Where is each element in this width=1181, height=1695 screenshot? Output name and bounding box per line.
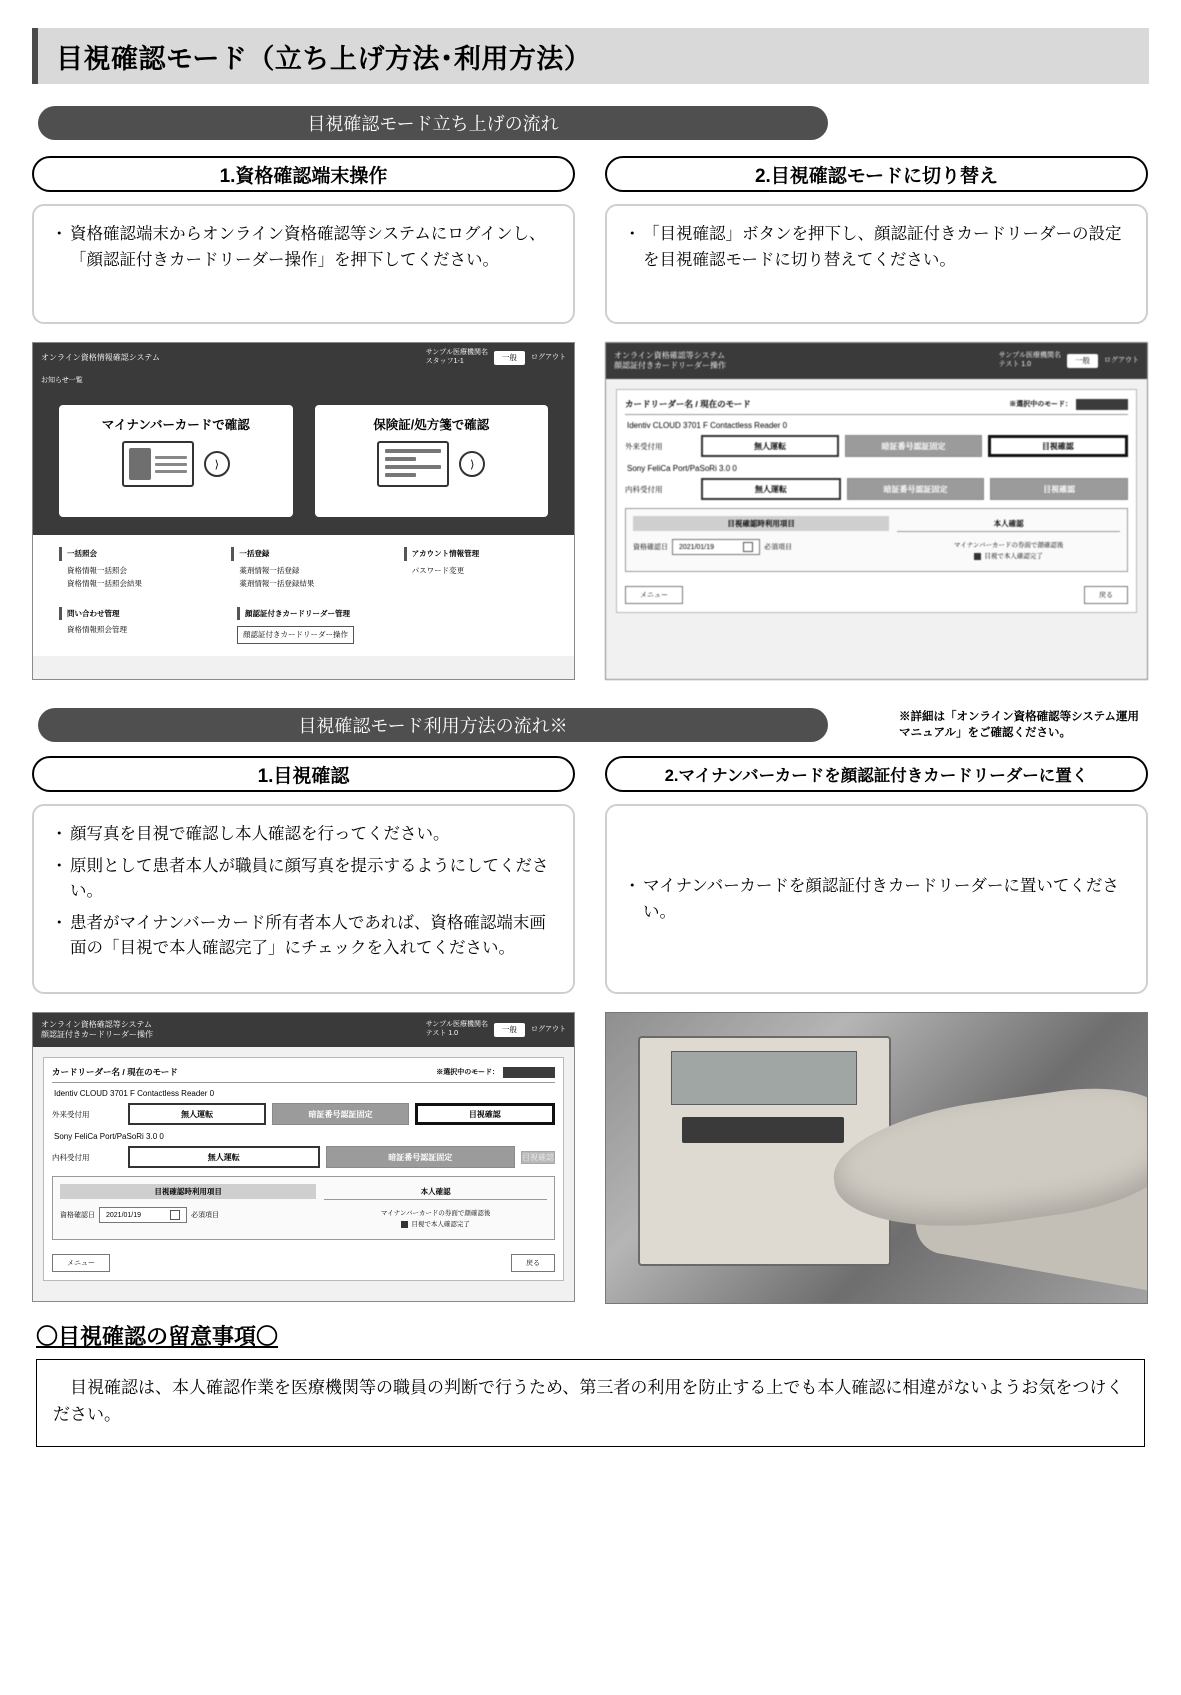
portal-menu-item: 資格情報照会管理 xyxy=(67,625,127,634)
checkbox-icon[interactable] xyxy=(974,553,981,560)
identity-confirm-box xyxy=(324,1208,547,1232)
portal-menu-item-highlighted: 顔認証付きカードリーダー操作 xyxy=(237,626,354,644)
section1-columns xyxy=(32,156,1149,680)
page-title: 目視確認モード（立ち上げ方法･利用方法） xyxy=(56,43,592,74)
section2-banner-row xyxy=(32,708,1149,756)
portal-menu-col-3 xyxy=(59,607,209,644)
reader-bottom-mode-label: ※選択中のモード： xyxy=(436,1069,499,1076)
reader-top-date-line xyxy=(633,539,889,555)
visual-check-mode-button[interactable]: 目視確認 xyxy=(990,478,1128,500)
step4-bullet-list xyxy=(623,874,1130,925)
reader-top-account-id: テスト 1.0 xyxy=(998,361,1032,368)
chevron-right-icon: ⟩ xyxy=(204,451,230,477)
reader-top-app-title: オンライン資格確認等システム xyxy=(614,351,725,360)
portal-menu-item: 資格情報一括照会 xyxy=(67,565,127,575)
chevron-right-icon: ⟩ xyxy=(459,451,485,477)
section2-note: ※詳細は「オンライン資格確認等システム運用マニュアル」をご確認ください。 xyxy=(899,711,1140,739)
step2-bullet-list xyxy=(623,222,1130,273)
checkbox-icon[interactable] xyxy=(401,1221,408,1228)
back-button[interactable]: 戻る xyxy=(1084,586,1128,604)
identity-confirm-check-label: 目視で本人確認完了 xyxy=(411,1221,470,1229)
screenshot-reader-top xyxy=(605,342,1148,680)
portal-subbar: お知らせ一覧 xyxy=(33,373,574,391)
pin-auth-mode-button[interactable]: 暗証番号認証固定 xyxy=(847,478,985,500)
step2-body xyxy=(605,204,1148,324)
reader-top-device-name-2: Sony FeliCa Port/PaSoRi 3.0 0 xyxy=(627,464,737,473)
reader-bottom-row-0 xyxy=(52,1103,555,1125)
identity-confirm-box xyxy=(897,540,1120,564)
step1-heading: 1.資格確認端末操作 xyxy=(32,156,575,192)
pin-auth-mode-button[interactable]: 暗証番号認証固定 xyxy=(326,1146,516,1168)
date-input-value: 2021/01/19 xyxy=(679,543,715,551)
section2-columns xyxy=(32,756,1149,1359)
reader-bottom-row-1-label: 内科受付用 xyxy=(52,1152,90,1162)
identity-confirm-note: マイナンバーカードの券面で顔確認後 xyxy=(953,542,1064,549)
reader-top-mode-label: ※選択中のモード： xyxy=(1009,401,1072,408)
notes-box xyxy=(36,1359,1145,1447)
reader-top-subpanel-left xyxy=(633,516,889,564)
reader-bottom-panel-title: カードリーダー名 / 現在のモード xyxy=(52,1067,178,1077)
reader-top-app-subtitle: 顔認証付きカードリーダー操作 xyxy=(614,361,726,370)
card-reader-screen xyxy=(671,1051,857,1105)
list-item: ・ 顔写真を目視で確認し本人確認を行ってください。 xyxy=(70,822,557,848)
unattended-mode-button[interactable]: 無人運転 xyxy=(128,1103,266,1125)
date-input[interactable] xyxy=(672,539,760,555)
reader-top-subpanel-right-title: 本人確認 xyxy=(897,516,1120,532)
identity-confirm-checkbox[interactable] xyxy=(974,551,1043,562)
portal-menu-heading: アカウント情報管理 xyxy=(404,547,548,561)
reader-bottom-row-1 xyxy=(52,1146,555,1168)
step4-body xyxy=(605,804,1148,994)
portal-menu-heading: 一括登録 xyxy=(231,547,375,561)
mode-swatch xyxy=(1076,399,1128,410)
list-item: ・ 「目視確認」ボタンを押下し、顔認証付きカードリーダーの設定を目視確認モードに切り替えてください。 xyxy=(643,222,1130,273)
notes-heading: 〇目視確認の留意事項〇 xyxy=(36,1324,279,1349)
unattended-mode-button[interactable]: 無人運転 xyxy=(701,435,839,457)
menu-button[interactable]: メニュー xyxy=(52,1254,110,1272)
identity-confirm-check-label: 目視で本人確認完了 xyxy=(984,553,1043,561)
step1-body xyxy=(32,204,575,324)
pin-auth-mode-button[interactable]: 暗証番号認証固定 xyxy=(272,1103,408,1125)
unattended-mode-button[interactable]: 無人運転 xyxy=(701,478,841,500)
portal-logout-link: ログアウト xyxy=(531,353,566,361)
reader-bottom-app-subtitle: 顔認証付きカードリーダー操作 xyxy=(41,1030,153,1039)
reader-top-mode-indicator xyxy=(1009,399,1128,410)
reader-top-subpanel-left-title: 目視確認時利用項目 xyxy=(633,516,889,531)
section1-step1 xyxy=(32,156,575,680)
visual-check-mode-button[interactable]: 目視確認 xyxy=(415,1103,555,1125)
reader-top-footer xyxy=(625,586,1128,604)
portal-menu-col-4 xyxy=(237,607,427,644)
reader-bottom-subpanel-left xyxy=(60,1184,316,1232)
reader-bottom-role-chip: 一般 xyxy=(494,1023,525,1036)
reader-bottom-account-name: サンプル医療機関名 xyxy=(425,1021,488,1029)
menu-button[interactable]: メニュー xyxy=(625,586,683,604)
identity-confirm-note: マイナンバーカードの券面で顔確認後 xyxy=(380,1210,491,1217)
portal-app-title: オンライン資格情報確認システム xyxy=(41,353,160,362)
reader-bottom-appbar xyxy=(33,1013,574,1047)
portal-menu-heading: 一括照会 xyxy=(59,547,203,561)
step3-bullet-list xyxy=(50,822,557,962)
reader-bottom-logout-link: ログアウト xyxy=(531,1025,566,1033)
portal-menu-item: 薬剤情報一括登録結果 xyxy=(239,579,315,588)
section2-step1 xyxy=(32,756,575,1359)
reader-bottom-date-line xyxy=(60,1207,316,1223)
date-input-value: 2021/01/19 xyxy=(106,1211,142,1219)
identity-confirm-checkbox[interactable] xyxy=(401,1219,470,1230)
page-title-bar xyxy=(32,28,1149,84)
mynumber-card-icon xyxy=(122,441,194,487)
card-reader-slot xyxy=(682,1117,844,1143)
portal-appbar xyxy=(33,343,574,373)
portal-account-name: サンプル医療機関名 xyxy=(425,349,488,357)
reader-bottom-device-name: Identiv CLOUD 3701 F Contactless Reader 0 xyxy=(54,1089,215,1098)
reader-bottom-subpanel-right xyxy=(324,1184,547,1232)
portal-card-insurance-art xyxy=(327,441,537,487)
date-input[interactable] xyxy=(99,1207,187,1223)
reader-bottom-row-0-label: 外来受付用 xyxy=(52,1109,90,1119)
reader-top-panel xyxy=(616,389,1137,613)
reader-bottom-panel xyxy=(43,1057,564,1281)
portal-menu-item: 資格情報一括照会結果 xyxy=(67,579,142,588)
portal-hero xyxy=(33,391,574,535)
list-item: ・ 資格確認端末からオンライン資格確認等システムにログインし、「顔認証付きカードリーダー操作」を押下してください。 xyxy=(70,222,557,273)
reader-top-row-0 xyxy=(625,435,1128,457)
portal-account-id: スタッフ1-1 xyxy=(425,358,464,365)
portal-menu-lower xyxy=(33,603,574,656)
mode-swatch xyxy=(503,1067,555,1078)
reader-top-subpanel xyxy=(625,508,1128,572)
notes-body: 目視確認は、本人確認作業を医療機関等の職員の判断で行うため、第三者の利用を防止する上でも本人確認に相違がないようお気をつけください。 xyxy=(53,1378,1124,1425)
portal-card-mynumber-title: マイナンバーカードで確認 xyxy=(101,418,250,432)
section2-step2 xyxy=(605,756,1148,1304)
portal-role-chip: 一般 xyxy=(494,351,525,364)
list-item: ・ マイナンバーカードを顔認証付きカードリーダーに置いてください。 xyxy=(643,874,1130,925)
portal-menu-item: パスワード変更 xyxy=(411,565,465,575)
portal-card-insurance-title: 保険証/処方箋で確認 xyxy=(373,418,490,432)
card-placement-photo xyxy=(605,1012,1148,1304)
reader-top-device-name: Identiv CLOUD 3701 F Contactless Reader 0 xyxy=(627,421,788,430)
portal-menu-heading: 問い合わせ管理 xyxy=(59,607,209,621)
reader-bottom-subpanel xyxy=(52,1176,555,1240)
reader-bottom-mode-indicator xyxy=(436,1067,555,1078)
calendar-icon[interactable] xyxy=(743,542,753,552)
portal-card-mynumber xyxy=(59,405,293,517)
reader-top-appbar xyxy=(606,343,1147,379)
reader-top-subpanel-right xyxy=(897,516,1120,564)
reader-bottom-device-name-2: Sony FeliCa Port/PaSoRi 3.0 0 xyxy=(54,1132,164,1141)
step2-heading: 2.目視確認モードに切り替え xyxy=(605,156,1148,192)
portal-menu-item: 薬剤情報一括登録 xyxy=(239,565,300,575)
portal-menu-col-0 xyxy=(59,547,203,591)
calendar-icon[interactable] xyxy=(170,1210,180,1220)
portal-menu-heading: 顔認証付きカードリーダー管理 xyxy=(237,607,427,621)
insurance-card-icon xyxy=(377,441,449,487)
reader-top-logout-link: ログアウト xyxy=(1104,356,1139,364)
reader-top-panel-head xyxy=(625,398,1128,415)
screenshot-portal xyxy=(32,342,575,680)
section1-step2 xyxy=(605,156,1148,680)
portal-menu-col-1 xyxy=(231,547,375,591)
step3-heading: 1.目視確認 xyxy=(32,756,575,792)
required-label: 必須項目 xyxy=(191,1212,219,1219)
reader-top-panel-title: カードリーダー名 / 現在のモード xyxy=(625,399,751,409)
reader-bottom-subpanel-left-title: 目視確認時利用項目 xyxy=(60,1184,316,1199)
reader-top-row-1-label: 内科受付用 xyxy=(625,484,663,494)
reader-top-body xyxy=(606,379,1147,623)
reader-top-account-name: サンプル医療機関名 xyxy=(998,352,1061,360)
date-field-label: 資格確認日 xyxy=(60,1212,95,1219)
visual-check-mode-button[interactable]: 目視確認 xyxy=(988,435,1128,457)
reader-top-role-chip: 一般 xyxy=(1067,354,1098,367)
required-label: 必須項目 xyxy=(764,544,792,551)
portal-menu-upper xyxy=(33,535,574,603)
reader-bottom-panel-head xyxy=(52,1066,555,1083)
date-field-label: 資格確認日 xyxy=(633,544,668,551)
reader-bottom-account-id: テスト 1.0 xyxy=(425,1030,459,1037)
back-button[interactable]: 戻る xyxy=(511,1254,555,1272)
list-item: ・ 患者がマイナンバーカード所有者本人であれば、資格確認端末画面の「目視で本人確認完了」にチェックを入れてください。 xyxy=(70,911,557,962)
pin-auth-mode-button[interactable]: 暗証番号認証固定 xyxy=(845,435,981,457)
section1-banner: 目視確認モード立ち上げの流れ xyxy=(38,106,828,140)
portal-card-mynumber-art xyxy=(71,441,281,487)
reader-bottom-subpanel-right-title: 本人確認 xyxy=(324,1184,547,1200)
unattended-mode-button[interactable]: 無人運転 xyxy=(128,1146,320,1168)
step1-bullet-list xyxy=(50,222,557,273)
step3-body xyxy=(32,804,575,994)
reader-bottom-app-title: オンライン資格確認等システム xyxy=(41,1020,152,1029)
step4-heading: 2.マイナンバーカードを顔認証付きカードリーダーに置く xyxy=(605,756,1148,792)
reader-top-row-1 xyxy=(625,478,1128,500)
portal-card-insurance xyxy=(315,405,549,517)
visual-check-mode-button[interactable]: 目視確認 xyxy=(522,1152,554,1162)
reader-bottom-footer xyxy=(52,1254,555,1272)
section2-banner: 目視確認モード利用方法の流れ※ xyxy=(38,708,828,742)
screenshot-reader-bottom xyxy=(32,1012,575,1302)
portal-menu-col-2 xyxy=(404,547,548,591)
reader-bottom-body xyxy=(33,1047,574,1291)
list-item: ・ 原則として患者本人が職員に顔写真を提示するようにしてください。 xyxy=(70,854,557,905)
reader-top-row-0-label: 外来受付用 xyxy=(625,441,663,451)
